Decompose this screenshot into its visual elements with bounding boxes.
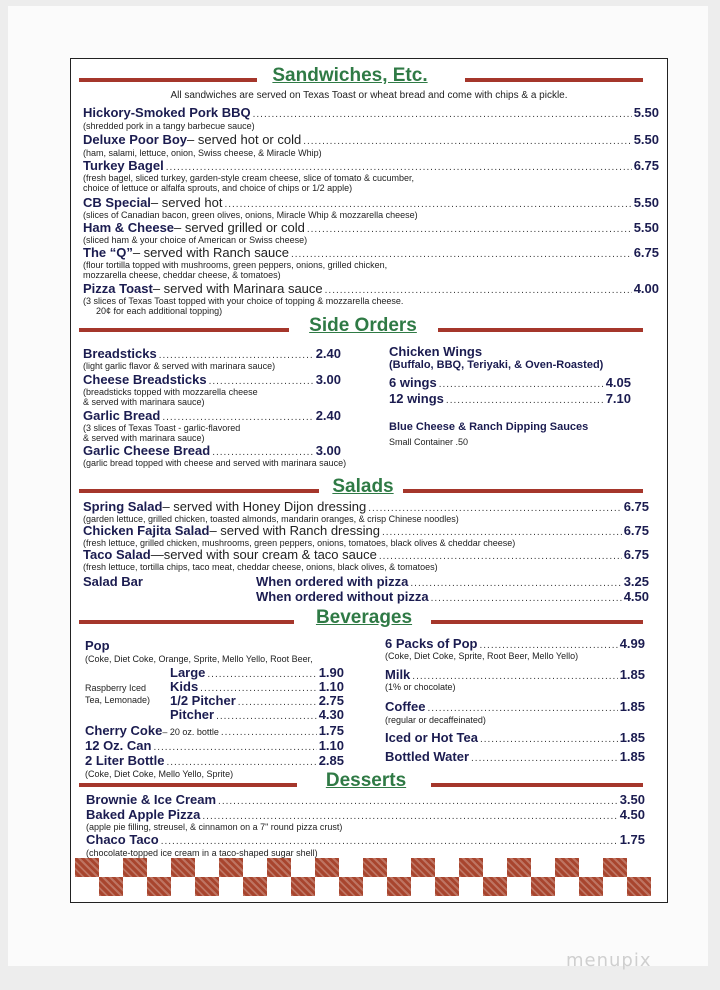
item-price: 1.75: [619, 832, 645, 847]
item-detail: – served with Ranch sauce: [132, 245, 289, 260]
checker-square: [363, 858, 387, 877]
sandwiches-header: [71, 65, 667, 91]
item-name: Pitcher: [170, 707, 215, 722]
menu-item-poor-boy: [83, 132, 659, 147]
item-name: Taco Salad: [83, 547, 151, 562]
menu-item-spring-salad: [83, 499, 649, 514]
section-title-beverages: Beverages: [315, 607, 413, 628]
item-price: 6.75: [633, 158, 659, 173]
item-detail: – 20 oz. bottle: [162, 727, 219, 737]
item-description: & served with marinara sauce): [83, 433, 205, 443]
item-description: (breadsticks topped with mozzarella cheese: [83, 387, 258, 397]
item-price: 4.50: [619, 807, 645, 822]
item-description: (chocolate-topped ice cream in a taco-shaped sugar shell): [86, 848, 318, 858]
rule-left: [79, 783, 297, 787]
rule-right: [403, 489, 643, 493]
rule-left: [79, 489, 319, 493]
item-name: The “Q”: [83, 245, 133, 260]
item-detail: – served hot: [150, 195, 223, 210]
item-description: (garden lettuce, grilled chicken, toasted almonds, mandarin oranges, & crisp Chinese noodles): [83, 514, 459, 524]
checker-square: [531, 877, 555, 896]
item-price: 1.85: [619, 730, 645, 745]
item-price: 5.50: [633, 220, 659, 235]
item-name: Large: [170, 665, 206, 680]
beverages-header: [71, 607, 667, 633]
item-price: 5.50: [633, 195, 659, 210]
menu-item-turkey-bagel: [83, 158, 659, 173]
checker-square: [99, 877, 123, 896]
checker-square: [123, 858, 147, 877]
item-name: Garlic Bread: [83, 408, 161, 423]
menu-item-pop-large: [170, 665, 344, 680]
checker-square: [171, 858, 195, 877]
item-description: (garlic bread topped with cheese and served with marinara sauce): [83, 458, 347, 468]
item-name: Baked Apple Pizza: [86, 807, 201, 822]
item-price: 2.40: [315, 408, 341, 423]
menu-item-garlic-cheese-bread: [83, 443, 341, 458]
item-description: (shredded pork in a tangy barbecue sauce): [83, 121, 255, 131]
menu-item-brownie: [86, 792, 645, 807]
item-description: (fresh lettuce, tortilla chips, taco meat, cheddar cheese, onions, black olives, & tomatoes): [83, 562, 438, 572]
item-price: 1.85: [619, 699, 645, 714]
item-detail: – served with Honey Dijon dressing: [162, 499, 367, 514]
menu-item-chaco-taco: [86, 832, 645, 847]
item-description: choice of lettuce or alfalfa sprouts, and choice of chips or 1/2 apple): [83, 183, 353, 193]
menu-item-cherry-coke: [85, 723, 344, 738]
item-name: Chicken Fajita Salad: [83, 523, 210, 538]
menu-item-12-wings: [389, 391, 631, 406]
item-price: 5.50: [633, 132, 659, 147]
section-title-salads: Salads: [332, 476, 394, 497]
item-price: 6.75: [623, 547, 649, 562]
item-name: Deluxe Poor Boy: [83, 132, 188, 147]
item-detail: – served grilled or cold: [174, 220, 305, 235]
item-price: 3.50: [619, 792, 645, 807]
menu-item-pop-pitcher: [170, 707, 344, 722]
checker-square: [195, 877, 219, 896]
checker-square: [387, 877, 411, 896]
menu-item-salad-bar-without-pizza: [256, 589, 649, 604]
dipping-sauces-price: Small Container .50: [389, 437, 469, 447]
pop-flavors-extra: Raspberry Iced: [85, 683, 147, 693]
item-description: (1% or chocolate): [385, 682, 456, 692]
menu-item-6-packs: [385, 636, 645, 651]
item-name: Brownie & Ice Cream: [86, 792, 217, 807]
menu-item-garlic-bread: [83, 408, 341, 423]
wings-title: Chicken Wings: [389, 344, 483, 359]
item-price: 1.10: [318, 679, 344, 694]
item-description: (slices of Canadian bacon, green olives, onions, Miracle Whip & mozzarella cheese): [83, 210, 418, 220]
checker-square: [627, 877, 651, 896]
pop-flavors: (Coke, Diet Coke, Orange, Sprite, Mello Yello, Root Beer,: [85, 654, 313, 664]
item-price: 1.75: [318, 723, 344, 738]
sandwich-note: All sandwiches are served on Texas Toast or wheat bread and come with chips & a pickle.: [170, 90, 568, 101]
menu-item-coffee: [385, 699, 645, 714]
checker-square: [411, 858, 435, 877]
section-title-desserts: Desserts: [325, 770, 407, 791]
item-price: 2.40: [315, 346, 341, 361]
item-description: & served with marinara sauce): [83, 397, 205, 407]
checker-square: [219, 858, 243, 877]
menu-page: [8, 6, 708, 966]
item-name: Milk: [385, 667, 411, 682]
checker-square: [603, 858, 627, 877]
rule-left: [79, 620, 294, 624]
menu-item-2-liter: [85, 753, 344, 768]
checker-square: [315, 858, 339, 877]
item-price: 4.30: [318, 707, 344, 722]
menu-item-baked-apple-pizza: [86, 807, 645, 822]
item-price: 3.00: [315, 372, 341, 387]
item-name: Iced or Hot Tea: [385, 730, 478, 745]
section-title-sandwiches: Sandwiches, Etc.: [272, 65, 428, 86]
item-detail: – served with Ranch dressing: [209, 523, 380, 538]
item-price: 3.00: [315, 443, 341, 458]
menu-item-salad-bar-with-pizza: [256, 574, 649, 589]
menu-item-fajita-salad: [83, 523, 649, 538]
pop-title: Pop: [85, 638, 110, 653]
salad-bar-title: Salad Bar: [83, 574, 143, 589]
item-name: 12 wings: [389, 391, 444, 406]
item-name: Kids: [170, 679, 199, 694]
item-price: 4.99: [619, 636, 645, 651]
item-description: (apple pie filling, streusel, & cinnamon on a 7" round pizza crust): [86, 822, 343, 832]
item-description: (fresh bagel, sliced turkey, garden-style cream cheese, slice of tomato & cucumber,: [83, 173, 414, 183]
item-description: (Coke, Diet Coke, Sprite, Root Beer, Mello Yello): [385, 651, 579, 661]
item-price: 4.05: [605, 375, 631, 390]
checker-square: [555, 858, 579, 877]
menu-item-6-wings: [389, 375, 631, 390]
rule-right: [431, 783, 643, 787]
item-price: 6.75: [623, 523, 649, 538]
item-name: CB Special: [83, 195, 151, 210]
menu-frame: [70, 58, 668, 903]
checker-square: [147, 877, 171, 896]
menu-item-cheese-breadsticks: [83, 372, 341, 387]
checker-square: [435, 877, 459, 896]
item-name: Chaco Taco: [86, 832, 159, 847]
item-description: (light garlic flavor & served with marinara sauce): [83, 361, 276, 371]
item-name: When ordered without pizza: [256, 589, 429, 604]
item-name: Pizza Toast: [83, 281, 153, 296]
checker-square: [579, 877, 603, 896]
item-description: mozzarella cheese, cheddar cheese, & tomatoes): [83, 270, 281, 280]
item-price: 7.10: [605, 391, 631, 406]
item-name: 6 Packs of Pop: [385, 636, 478, 651]
menu-item-bottled-water: [385, 749, 645, 764]
item-description: (ham, salami, lettuce, onion, Swiss cheese, & Miracle Whip): [83, 148, 322, 158]
menu-item-pizza-toast: [83, 281, 659, 296]
watermark-logo: menupix: [566, 950, 652, 971]
menu-item-pork-bbq: [83, 105, 659, 120]
rule-right: [438, 328, 643, 332]
bottle-flavors: (Coke, Diet Coke, Mello Yello, Sprite): [85, 769, 234, 779]
item-detail: —served with sour cream & taco sauce: [150, 547, 377, 562]
item-price: 3.25: [623, 574, 649, 589]
menu-item-the-q: [83, 245, 659, 260]
item-description: (3 slices of Texas Toast - garlic-flavored: [83, 423, 241, 433]
checker-square: [243, 877, 267, 896]
item-description: (fresh lettuce, grilled chicken, mushrooms, green peppers, onions, tomatoes, black olives & cheddar cheese): [83, 538, 516, 548]
item-name: Cherry Coke: [85, 723, 163, 738]
rule-right: [465, 78, 643, 82]
item-price: 4.50: [623, 589, 649, 604]
checker-square: [267, 858, 291, 877]
pop-flavors-extra: Tea, Lemonade): [85, 695, 151, 705]
item-detail: – served with Marinara sauce: [152, 281, 323, 296]
checker-square: [291, 877, 315, 896]
item-name: Garlic Cheese Bread: [83, 443, 211, 458]
item-description: (3 slices of Texas Toast topped with your choice of topping & mozzarella cheese.: [83, 296, 404, 306]
item-description: 20¢ for each additional topping): [96, 306, 223, 316]
item-description: (regular or decaffeinated): [385, 715, 486, 725]
item-name: Coffee: [385, 699, 426, 714]
item-name: 2 Liter Bottle: [85, 753, 165, 768]
rule-left: [79, 328, 289, 332]
checker-square: [75, 858, 99, 877]
item-price: 1.85: [619, 667, 645, 682]
menu-item-cb-special: [83, 195, 659, 210]
item-name: Hickory-Smoked Pork BBQ: [83, 105, 251, 120]
item-price: 4.00: [633, 281, 659, 296]
item-price: 6.75: [623, 499, 649, 514]
menu-item-tea: [385, 730, 645, 745]
menu-item-pop-half-pitcher: [170, 693, 344, 708]
section-title-sides: Side Orders: [309, 315, 417, 336]
menu-item-ham-cheese: [83, 220, 659, 235]
rule-left: [79, 78, 257, 82]
checkered-border: [75, 858, 663, 896]
item-name: 6 wings: [389, 375, 437, 390]
item-price: 2.85: [318, 753, 344, 768]
item-name: 12 Oz. Can: [85, 738, 152, 753]
sides-header: [71, 315, 667, 341]
item-name: Spring Salad: [83, 499, 163, 514]
checker-square: [507, 858, 531, 877]
checker-square: [459, 858, 483, 877]
dipping-sauces-title: Blue Cheese & Ranch Dipping Sauces: [389, 421, 589, 433]
item-price: 2.75: [318, 693, 344, 708]
checker-square: [483, 877, 507, 896]
item-name: 1/2 Pitcher: [170, 693, 236, 708]
checker-square: [339, 877, 363, 896]
rule-right: [431, 620, 643, 624]
menu-item-milk: [385, 667, 645, 682]
item-name: Bottled Water: [385, 749, 470, 764]
item-description: (flour tortilla topped with mushrooms, green peppers, onions, grilled chicken,: [83, 260, 388, 270]
item-name: Cheese Breadsticks: [83, 372, 207, 387]
item-name: Turkey Bagel: [83, 158, 164, 173]
item-price: 5.50: [633, 105, 659, 120]
item-name: When ordered with pizza: [256, 574, 409, 589]
item-description: (sliced ham & your choice of American or Swiss cheese): [83, 235, 308, 245]
item-detail: – served hot or cold: [187, 132, 302, 147]
menu-item-12oz-can: [85, 738, 344, 753]
item-name: Ham & Cheese: [83, 220, 175, 235]
wings-flavors: (Buffalo, BBQ, Teriyaki, & Oven-Roasted): [389, 359, 604, 371]
item-price: 1.10: [318, 738, 344, 753]
item-price: 6.75: [633, 245, 659, 260]
menu-item-pop-kids: [170, 679, 344, 694]
menu-item-breadsticks: [83, 346, 341, 361]
item-price: 1.85: [619, 749, 645, 764]
item-price: 1.90: [318, 665, 344, 680]
menu-item-taco-salad: [83, 547, 649, 562]
item-name: Breadsticks: [83, 346, 157, 361]
